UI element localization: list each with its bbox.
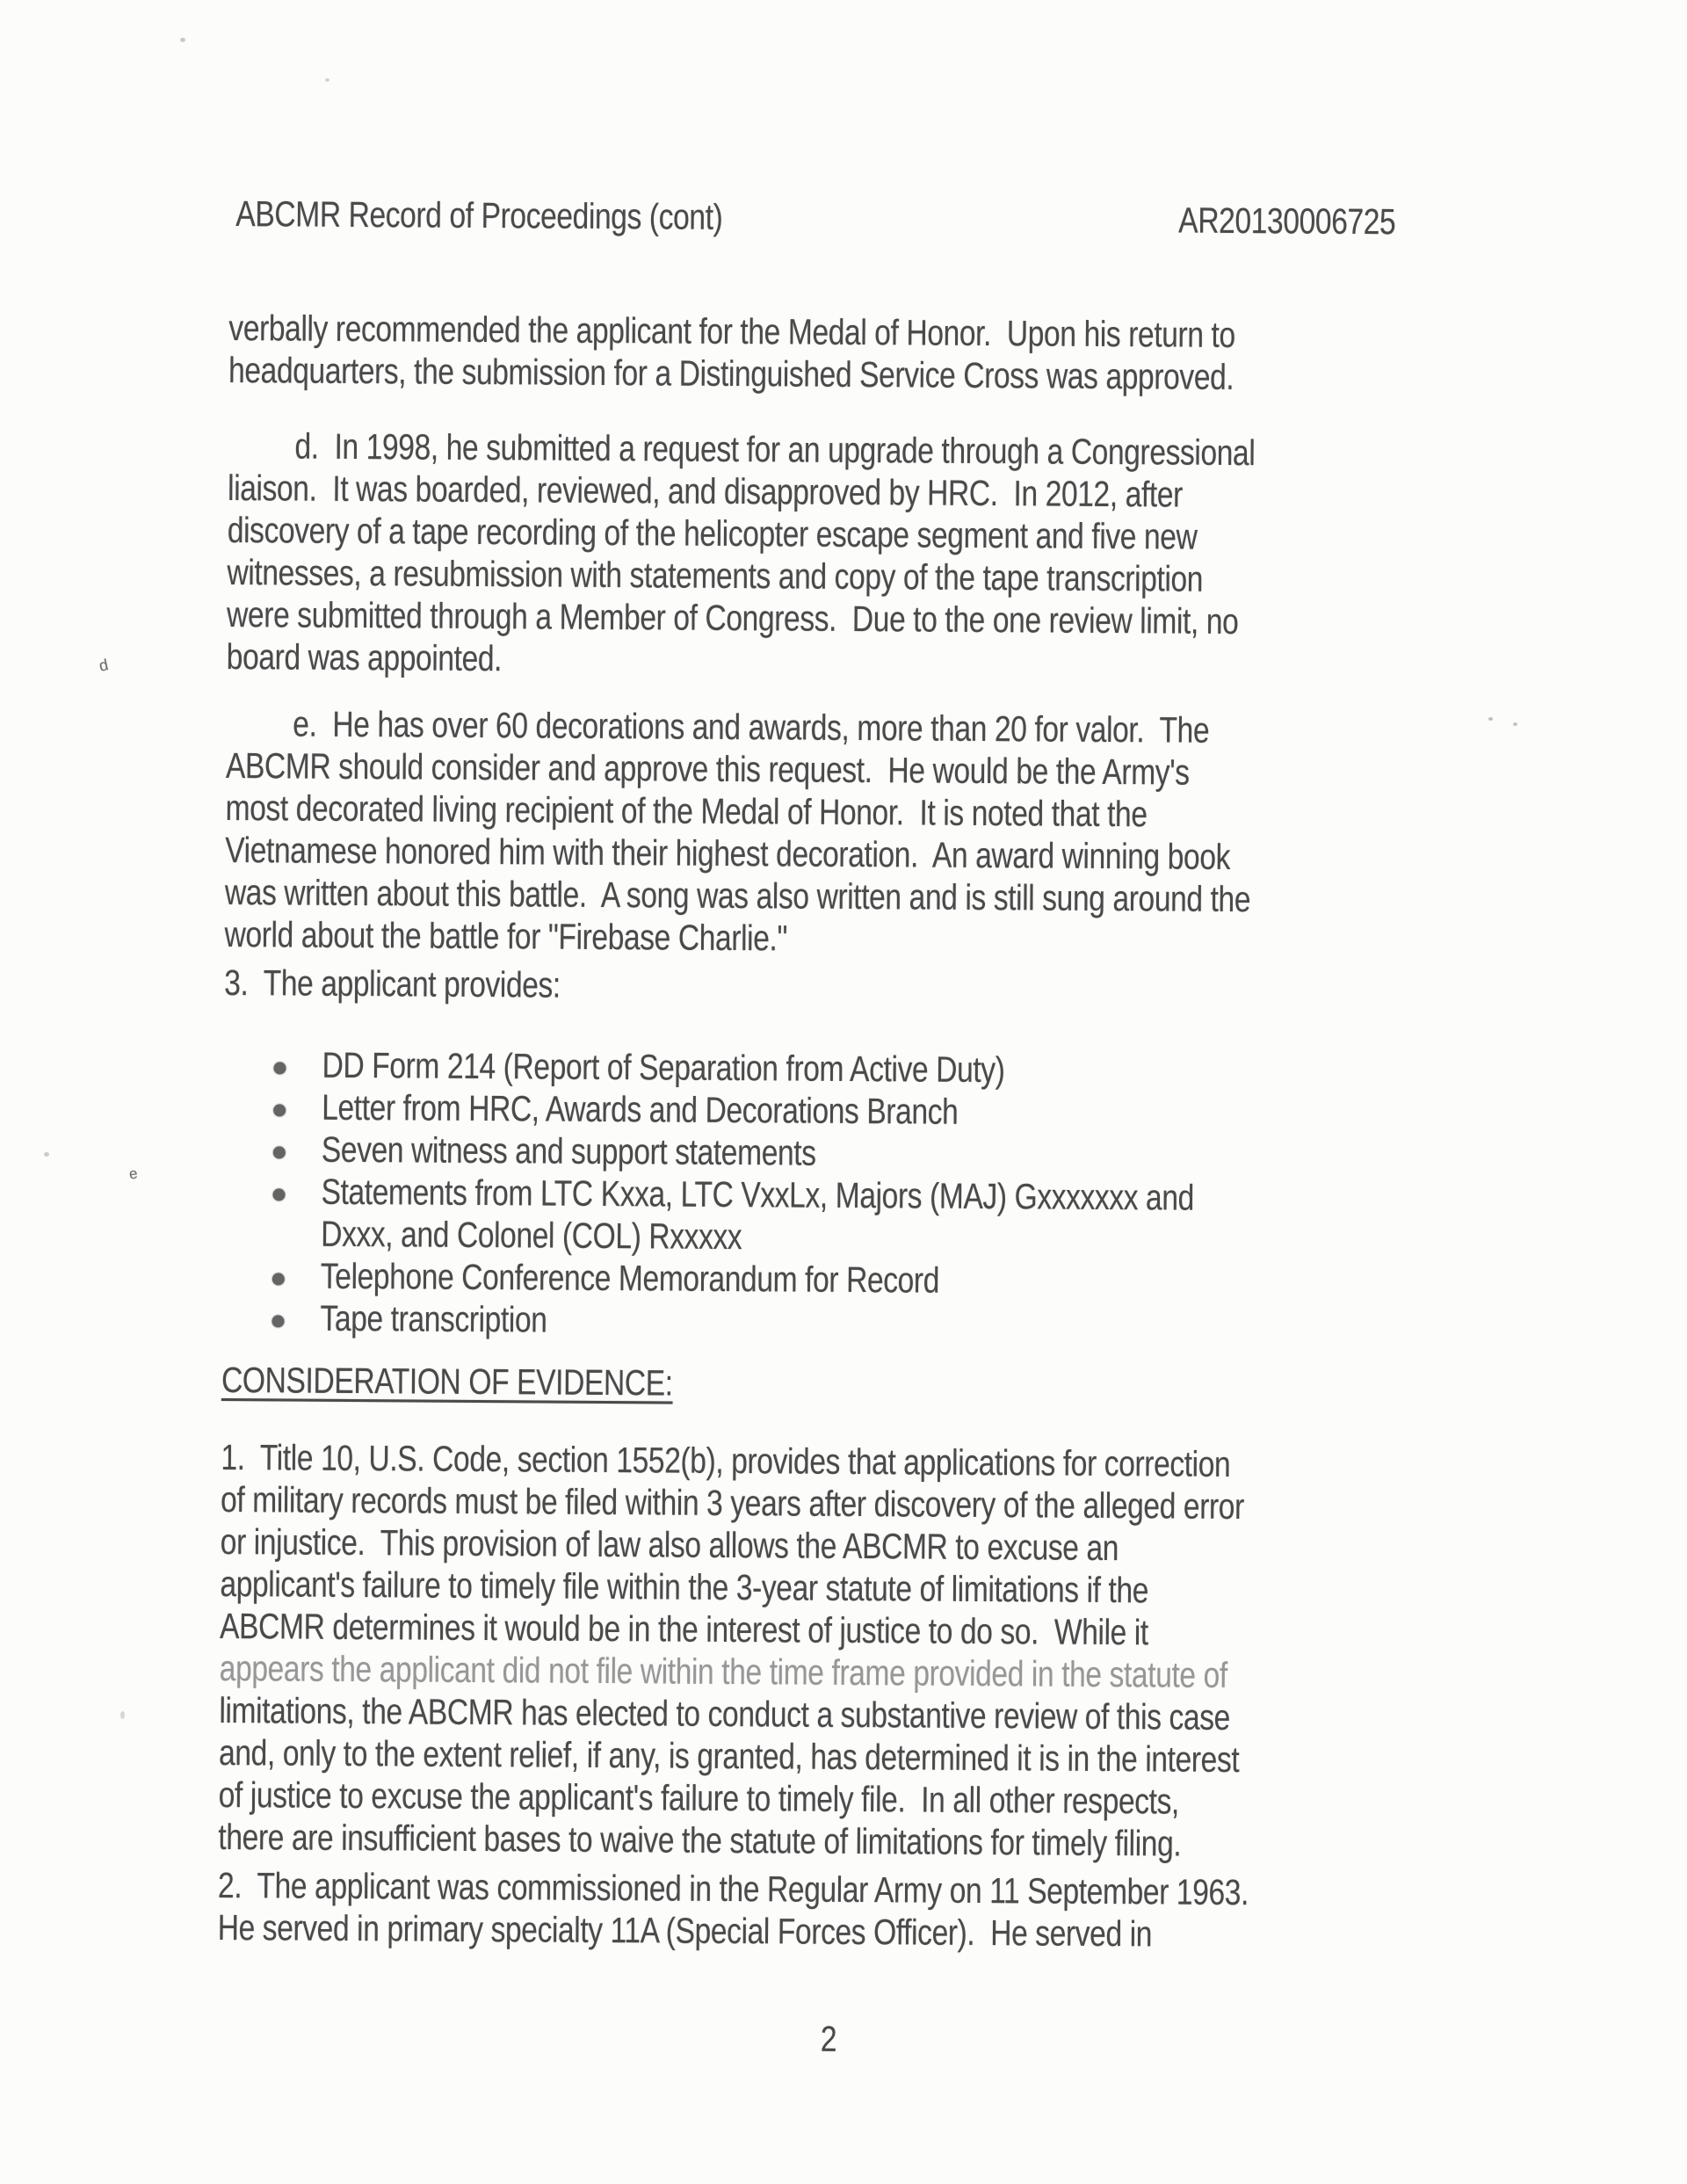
- paragraph-line: most decorated living recipient of the Medal of Honor. It is noted that the: [225, 787, 1148, 835]
- scan-artifact: [120, 1711, 125, 1719]
- paragraph-line: d. In 1998, he submitted a request for an upgrade through a Congressional: [294, 425, 1256, 474]
- paragraph-line: headquarters, the submission for a Distinguished Service Cross was approved.: [228, 349, 1234, 397]
- paragraph-line: was written about this battle. A song was also written and is still sung around the: [224, 871, 1251, 920]
- paragraph-line: liaison. It was boarded, reviewed, and disapproved by HRC. In 2012, after: [227, 467, 1184, 515]
- paragraph-line: limitations, the ABCMR has elected to conduct a substantive review of this case: [219, 1689, 1231, 1738]
- bullet-item-text: DD Form 214 (Report of Separation from Active Duty): [322, 1044, 1005, 1091]
- document-content: [216, 0, 1461, 2184]
- paragraph-line: or injustice. This provision of law also allows the ABCMR to excuse an: [220, 1520, 1119, 1569]
- bullet-icon: [273, 1104, 286, 1116]
- bullet-item-text: Seven witness and support statements: [321, 1128, 816, 1173]
- case-number: AR20130006725: [1178, 200, 1396, 243]
- paragraph-line: discovery of a tape recording of the helicopter escape segment and five new: [227, 509, 1198, 557]
- bullet-icon: [272, 1273, 285, 1285]
- scan-artifact: [1488, 717, 1493, 721]
- paragraph-line: of military records must be filed within 3 years after discovery of the alleged error: [220, 1478, 1244, 1527]
- bullet-item-text: Letter from HRC, Awards and Decorations Branch: [322, 1086, 959, 1132]
- paragraph-line: ABCMR should consider and approve this request. He would be the Army's: [225, 744, 1190, 793]
- bullet-item-text: Dxxx, and Colonel (COL) Rxxxxx: [321, 1213, 742, 1258]
- paragraph-line: verbally recommended the applicant for the Medal of Honor. Upon his return to: [228, 307, 1235, 355]
- paragraph-line: were submitted through a Member of Congress. Due to the one review limit, no: [226, 593, 1239, 642]
- paragraph-line: e. He has over 60 decorations and awards, more than 20 for valor. The: [293, 703, 1210, 751]
- scan-artifact: [1513, 722, 1517, 726]
- scan-artifact: [325, 78, 329, 82]
- paragraph-line: Vietnamese honored him with their highest decoration. An award winning book: [225, 829, 1231, 877]
- paragraph-line: world about the battle for "Firebase Charlie.": [224, 913, 788, 959]
- scan-artifact: [180, 38, 185, 42]
- page-number: 2: [820, 2018, 837, 2059]
- scan-artifact: [44, 1152, 49, 1157]
- bullet-icon: [272, 1188, 285, 1201]
- paragraph-line: 2. The applicant was commissioned in the Regular Army on 11 September 1963.: [217, 1864, 1249, 1913]
- bullet-item-text: Tape transcription: [320, 1297, 547, 1340]
- bullet-icon: [272, 1315, 284, 1327]
- bullet-icon: [273, 1062, 286, 1074]
- paragraph-line: there are insufficient bases to waive the statute of limitations for timely filing.: [218, 1816, 1182, 1864]
- paragraph-line: board was appointed.: [226, 635, 503, 679]
- paragraph-line: witnesses, a resubmission with statements and copy of the tape transcription: [227, 551, 1204, 599]
- paragraph-line: applicant's failure to timely file within the 3-year statute of limitations if the: [220, 1563, 1149, 1611]
- paragraph-line: He served in primary specialty 11A (Special Forces Officer). He served in: [217, 1906, 1153, 1955]
- paragraph-line: ABCMR determines it would be in the interest of justice to do so. While it: [219, 1605, 1149, 1653]
- paragraph-line: and, only to the extent relief, if any, is granted, has determined it is in the interest: [218, 1731, 1240, 1781]
- paragraph-line: appears the applicant did not file within the time frame provided in the statute of: [219, 1647, 1227, 1695]
- bullet-item-text: Telephone Conference Memorandum for Record: [320, 1255, 940, 1301]
- list-intro-line: 3. The applicant provides:: [224, 961, 561, 1005]
- paragraph-line: 1. Title 10, U.S. Code, section 1552(b), provides that applications for correction: [221, 1436, 1231, 1484]
- bullet-item-text: Statements from LTC Kxxa, LTC VxxLx, Majors (MAJ) Gxxxxxxx and: [321, 1171, 1195, 1218]
- section-heading: CONSIDERATION OF EVIDENCE:: [221, 1359, 673, 1404]
- scan-artifact: d: [97, 656, 110, 675]
- scan-artifact: e: [127, 1165, 139, 1183]
- header-title: ABCMR Record of Proceedings (cont): [235, 193, 723, 237]
- bullet-icon: [273, 1146, 286, 1158]
- paragraph-line: of justice to excuse the applicant's failure to timely file. In all other respects,: [218, 1774, 1180, 1822]
